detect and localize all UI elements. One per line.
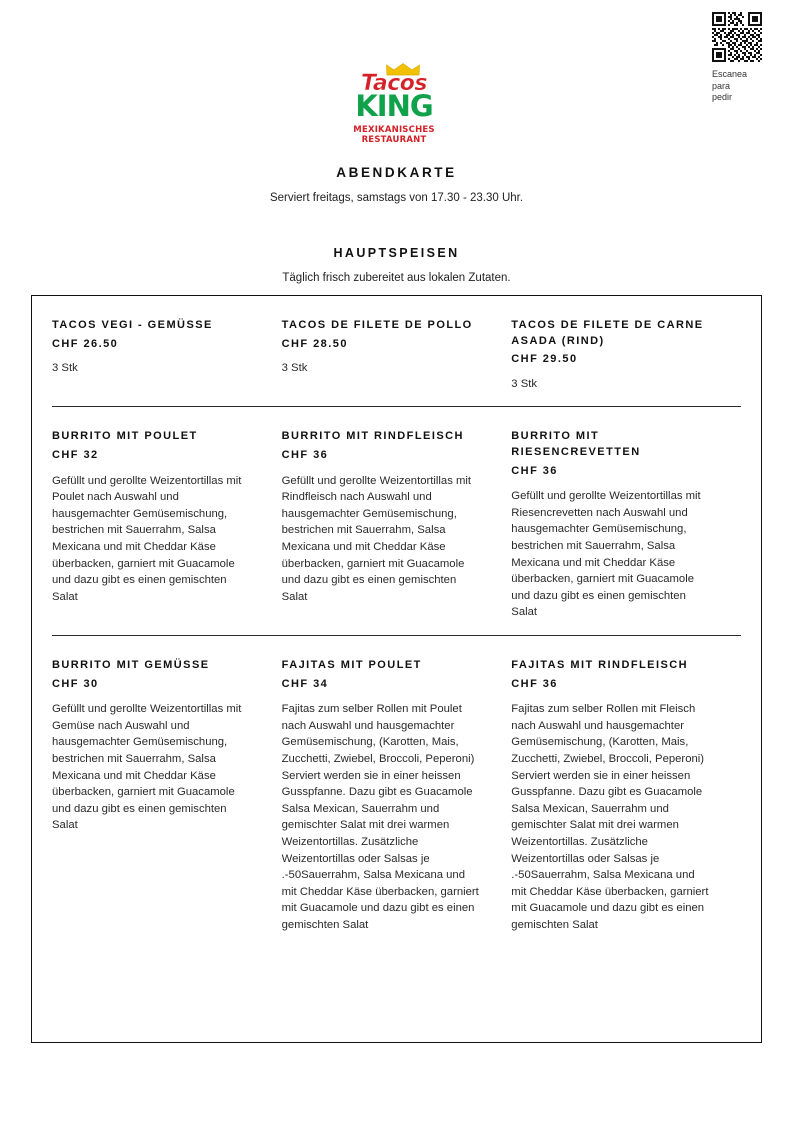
dish-price: CHF 29.50	[511, 353, 578, 366]
serving-hours: Serviert freitags, samstags von 17.30 - 23.30 Uhr.	[269, 192, 524, 204]
dish-price: CHF 28.50	[281, 337, 348, 350]
dish-description: Gefüllt und gerollte Weizentortillas mit Riesencrevetten nach Auswahl und hausgemachter Gemüsemischung, bestrichen mit Sauerrahm, Salsa Mexicana und mit Cheddar Käse überbacken, garniert mit Guacamole und dazu gibt es einen gemischten Salat	[511, 490, 701, 619]
qr-caption	[712, 69, 768, 104]
menu-item[interactable]	[511, 429, 741, 621]
dish-description: 3 Stk	[281, 362, 308, 375]
menu-item[interactable]	[282, 658, 512, 934]
dish-price: CHF 32	[52, 449, 99, 462]
dish-name: BURRITO MIT GEMÜSSE	[52, 659, 210, 671]
menu-item[interactable]	[52, 658, 282, 934]
dish-description: Fajitas zum selber Rollen mit Poulet nach Auswahl und hausgemachter Gemüsemischung, (Karotten, Mais, Zucchetti, Zwiebel, Broccoli, Peperoni) Serviert werden sie in einer heissen Gusspfanne. Dazu gibt es Guacamole Salsa Mexican, Sauerrahm und gemischter Salat mit drei warmen Weizentortillas. Zusätzliche Weizentortillas oder Salsas je .-50Sauerrahm, Salsa Mexicana und mit Cheddar Käse überbacken, garniert mit Guacamole und dazu gibt es einen gemischten Salat	[281, 703, 479, 931]
dish-description: Gefüllt und gerollte Weizentortillas mit Poulet nach Auswahl und hausgemachter Gemüsemischung, bestrichen mit Sauerrahm, Salsa Mexicana und mit Cheddar Käse überbacken, garniert mit Guacamole und dazu gibt es einen gemischten Salat	[52, 474, 242, 603]
menu-row	[52, 635, 741, 934]
dish-description: 3 Stk	[511, 377, 538, 390]
dish-description: Fajitas zum selber Rollen mit Fleisch nach Auswahl und hausgemachter Gemüsemischung, (Karotten, Mais, Zucchetti, Zwiebel, Broccoli, Peperoni) Serviert werden sie in einer heissen Gusspfanne. Dazu gibt es Guacamole Salsa Mexican, Sauerrahm und gemischter Salat mit drei warmen Weizentortillas. Zusätzliche Weizentortillas oder Salsas je .-50Sauerrahm, Salsa Mexicana und mit Cheddar Käse überbacken, garniert mit Guacamole und dazu gibt es einen gemischten Salat	[511, 703, 709, 931]
qr-order-block[interactable]	[712, 12, 768, 104]
page-title: ABENDKARTE	[336, 165, 457, 180]
section-title: HAUPTSPEISEN	[333, 246, 460, 260]
qr-caption-line-3: pedir	[712, 92, 733, 103]
logo-text-king: KING	[355, 89, 433, 124]
menu-item[interactable]	[52, 318, 282, 392]
dish-description: Gefüllt und gerollte Weizentortillas mit Rindfleisch nach Auswahl und hausgemachter Gemüsemischung, bestrichen mit Sauerrahm, Salsa Mexicana und mit Cheddar Käse überbacken, garniert mit Guacamole und dazu gibt es einen gemischten Salat	[281, 474, 472, 603]
logo-text-tacos: Tacos	[361, 71, 427, 97]
qr-code-icon[interactable]	[712, 12, 762, 62]
qr-caption-line-2: para	[712, 80, 731, 91]
qr-caption-line-1: Escanea	[712, 69, 748, 79]
page-header	[0, 0, 793, 165]
dish-name: TACOS DE FILETE DE POLLO	[281, 319, 473, 331]
dish-name: TACOS DE FILETE DE CARNE ASADA (RIND)	[511, 319, 704, 347]
dish-name: BURRITO MIT RINDFLEISCH	[281, 430, 464, 443]
menu-item[interactable]	[52, 429, 282, 621]
menu-items-frame	[31, 295, 762, 1043]
dish-name: FAJITAS MIT RINDFLEISCH	[511, 659, 689, 671]
dish-name: FAJITAS MIT POULET	[281, 659, 422, 671]
menu-row	[52, 406, 741, 621]
dish-name: BURRITO MIT POULET	[52, 430, 198, 443]
dish-price: CHF 30	[52, 677, 99, 690]
dish-price: CHF 36	[281, 449, 329, 462]
menu-item[interactable]	[282, 429, 512, 621]
menu-title-block	[0, 165, 793, 204]
section-header-block	[0, 246, 793, 284]
logo-subtitle-restaurant: RESTAURANT	[361, 135, 427, 146]
dish-price: CHF 26.50	[52, 337, 119, 350]
menu-item[interactable]	[511, 658, 741, 934]
dish-price: CHF 36	[511, 677, 558, 690]
dish-description: 3 Stk	[52, 362, 78, 375]
dish-description: Gefüllt und gerollte Weizentortillas mit Gemüse nach Auswahl und hausgemachter Gemüsemischung, bestrichen mit Sauerrahm, Salsa Mexicana und mit Cheddar Käse überbacken, garniert mit Guacamole und dazu gibt es einen gemischten Salat	[52, 703, 242, 832]
dish-name: BURRITO MIT RIESENCREVETTEN	[511, 430, 641, 459]
dish-price: CHF 34	[281, 677, 329, 690]
menu-item[interactable]	[511, 318, 741, 392]
dish-name: TACOS VEGI - GEMÜSSE	[52, 319, 213, 331]
restaurant-logo	[346, 55, 442, 154]
logo-subtitle-mexikanisches: MEXIKANISCHES	[353, 124, 435, 135]
menu-item[interactable]	[282, 318, 512, 392]
menu-row	[52, 318, 741, 392]
dish-price: CHF 36	[511, 464, 558, 477]
section-subtitle: Täglich frisch zubereitet aus lokalen Zutaten.	[282, 272, 511, 284]
